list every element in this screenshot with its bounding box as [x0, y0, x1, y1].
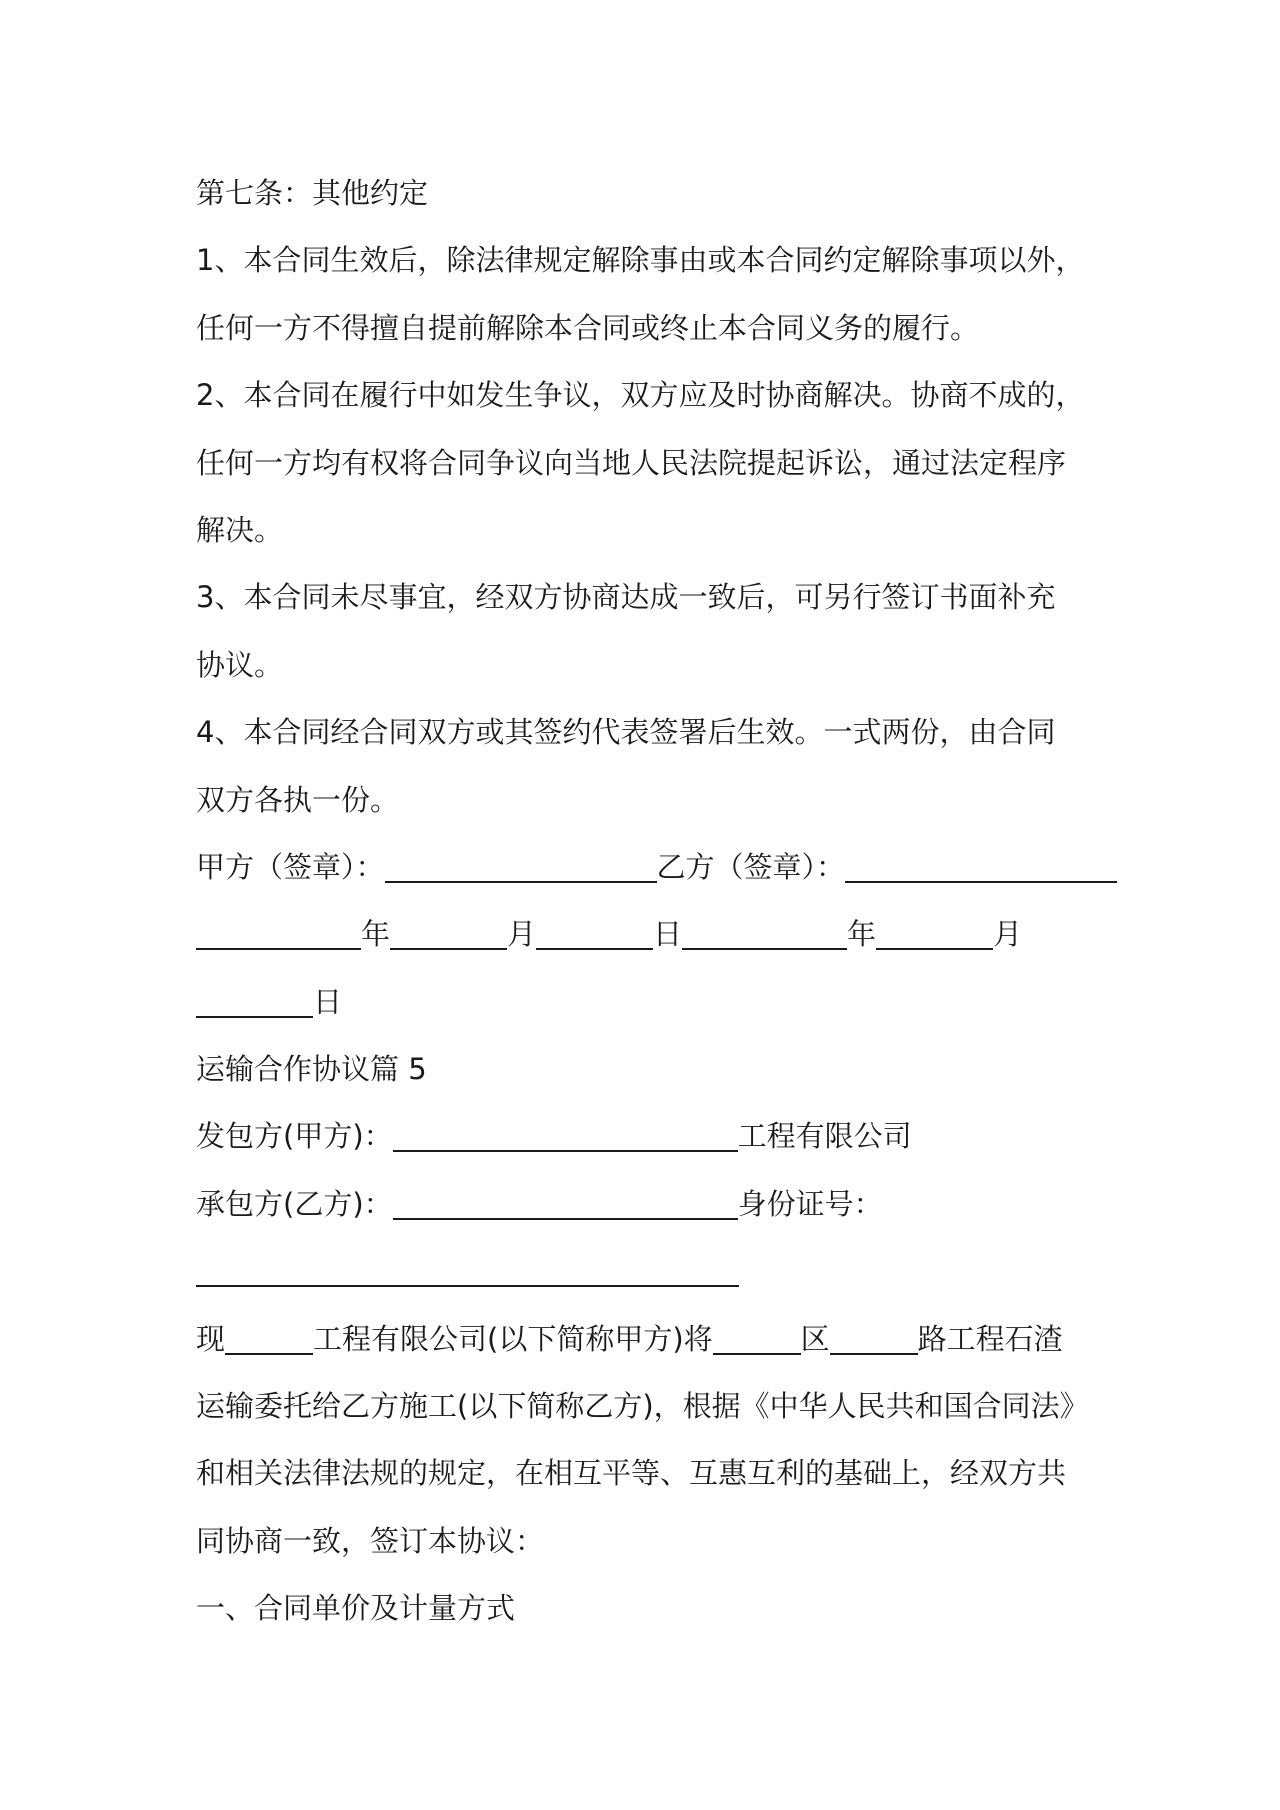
clause-3-line-1: 3、本合同未尽事宜，经双方协商达成一致后，可另行签订书面补充: [196, 580, 1056, 615]
employer-suffix: 工程有限公司: [737, 1119, 912, 1154]
date-line: [196, 901, 1096, 968]
signature-line: [196, 834, 1096, 901]
clause-4-line-1: 4、本合同经合同双方或其签约代表签署后生效。一式两份，由合同: [196, 715, 1056, 750]
party-a-signature-label: 甲方（签章）：: [196, 849, 385, 884]
contractor-label: 承包方(乙方)：: [196, 1186, 393, 1221]
year-label: 年: [847, 917, 877, 952]
intro-line-4: 同协商一致，签订本协议：: [196, 1523, 545, 1558]
party-b-signature-label: 乙方（签章）：: [656, 849, 846, 884]
party-b-year-blank[interactable]: [682, 918, 847, 950]
article-7-title: 第七条：其他约定: [196, 176, 429, 210]
contractor-line: [196, 1171, 1096, 1238]
clause-3-line-2: 协议。: [196, 647, 284, 682]
day-label: 日: [313, 984, 343, 1019]
intro-text: 路工程石渣: [917, 1321, 1063, 1356]
party-b-month-blank[interactable]: [876, 918, 993, 950]
month-label: 月: [507, 917, 537, 952]
party-a-year-blank[interactable]: [196, 918, 361, 950]
intro-text: 区: [800, 1321, 830, 1356]
agreement-5-heading: 运输合作协议篇 5: [196, 1052, 427, 1087]
section-1-title: 一、合同单价及计量方式: [196, 1591, 516, 1626]
id-number-blank[interactable]: [196, 1255, 739, 1287]
road-blank[interactable]: [830, 1323, 918, 1355]
employer-line: [196, 1103, 1096, 1170]
id-number-label: 身份证号：: [737, 1186, 883, 1221]
clause-2-line-1: 2、本合同在履行中如发生争议，双方应及时协商解决。协商不成的，: [196, 378, 1085, 413]
id-number-line: [196, 1238, 1096, 1305]
intro-line-2: 运输委托给乙方施工(以下简称乙方)，根据《中华人民共和国合同法》: [196, 1389, 1089, 1424]
employer-name-blank[interactable]: [393, 1120, 738, 1152]
clause-1-line-1: 1、本合同生效后，除法律规定解除事由或本合同约定解除事项以外，: [196, 243, 1085, 278]
party-b-signature-blank[interactable]: [845, 851, 1117, 883]
party-a-signature-blank[interactable]: [385, 851, 657, 883]
clause-2-line-3: 解决。: [196, 512, 284, 547]
day-label: 日: [653, 917, 683, 952]
district-blank[interactable]: [713, 1323, 801, 1355]
intro-line-3: 和相关法律法规的规定，在相互平等、互惠互利的基础上，经双方共: [196, 1456, 1067, 1491]
document-page: [196, 160, 1096, 1643]
employer-label: 发包方(甲方)：: [196, 1119, 393, 1154]
party-a-month-blank[interactable]: [390, 918, 507, 950]
company-name-blank[interactable]: [225, 1323, 313, 1355]
clause-4-line-2: 双方各执一份。: [196, 782, 400, 817]
clause-1-line-2: 任何一方不得擅自提前解除本合同或终止本合同义务的履行。: [196, 310, 980, 345]
party-b-day-blank[interactable]: [196, 986, 313, 1018]
intro-text: 现: [196, 1321, 226, 1356]
month-label: 月: [993, 917, 1023, 952]
clause-2-line-2: 任何一方均有权将合同争议向当地人民法院提起诉讼，通过法定程序: [196, 445, 1067, 480]
year-label: 年: [361, 917, 391, 952]
contractor-name-blank[interactable]: [393, 1188, 738, 1220]
party-a-day-blank[interactable]: [536, 918, 653, 950]
intro-text: 工程有限公司(以下简称甲方)将: [313, 1321, 713, 1356]
intro-line-1: [196, 1306, 1096, 1373]
date-line-continued: [196, 969, 1096, 1036]
